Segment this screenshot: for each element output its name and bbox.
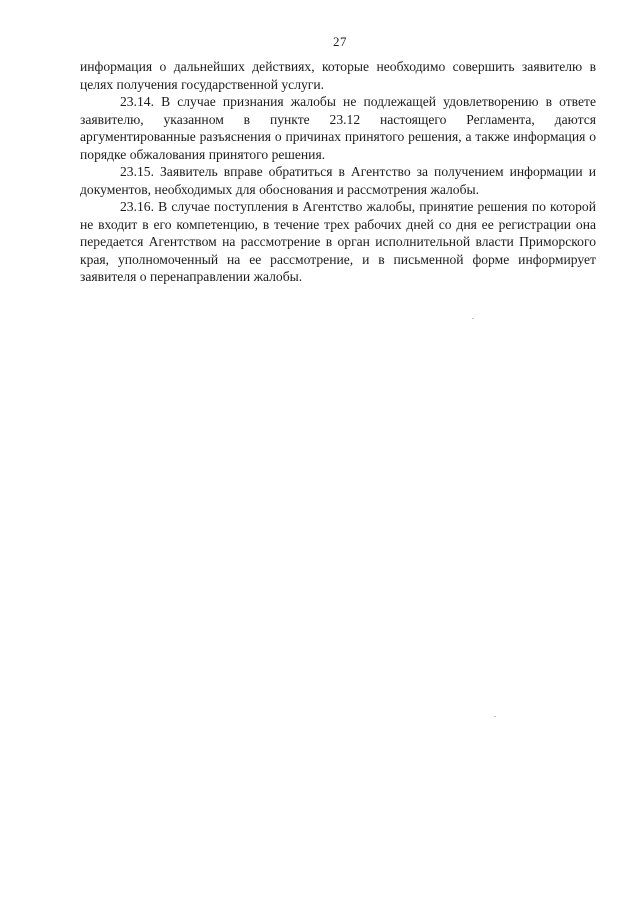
scan-speck xyxy=(494,716,496,717)
page-number: 27 xyxy=(333,34,347,49)
page-body xyxy=(80,58,596,286)
paragraph-23-14: 23.14. В случае признания жалобы не подлежащей удовлетворению в ответе заявителю, указанном в пункте 23.12 настоящего Регламента, даются аргументированные разъяснения о причинах принятого решения, а также информация о порядке обжалования принятого решения. xyxy=(80,94,596,162)
paragraph-23-16: 23.16. В случае поступления в Агентство жалобы, принятие решения по которой не входит в его компетенцию, в течение трех рабочих дней со дня ее регистрации она передается Агентством на рассмотрение в орган исполнительной власти Приморского края, уполномоченный на ее рассмотрение, и в письменной форме информирует заявителя о перенаправлении жалобы. xyxy=(80,199,596,284)
scan-speck xyxy=(472,318,474,319)
paragraph-continuation: информация о дальнейших действиях, которые необходимо совершить заявителю в целях получения государственной услуги. xyxy=(80,59,596,92)
paragraph-23-15: 23.15. Заявитель вправе обратиться в Агентство за получением информации и документов, необходимых для обоснования и рассмотрения жалобы. xyxy=(80,164,596,197)
